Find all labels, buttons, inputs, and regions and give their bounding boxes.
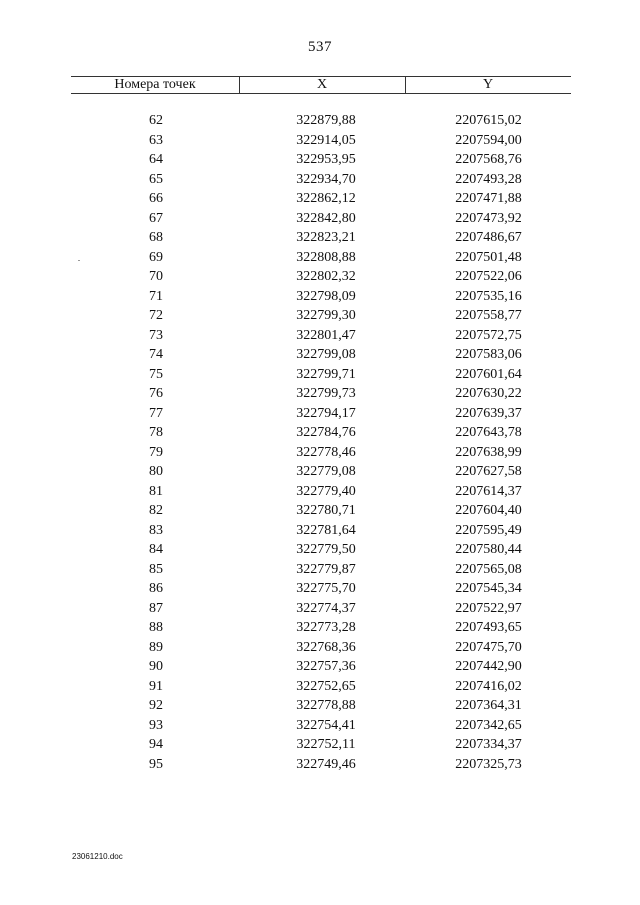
point-number: 83 bbox=[149, 522, 163, 538]
table-row bbox=[71, 443, 571, 463]
y-coordinate: 2207601,64 bbox=[455, 366, 522, 382]
table-row bbox=[71, 599, 571, 619]
x-coordinate: 322779,87 bbox=[296, 561, 356, 577]
table-row bbox=[71, 248, 571, 268]
y-coordinate: 2207580,44 bbox=[455, 542, 522, 557]
point-number: 95 bbox=[149, 756, 163, 772]
point-number: 73 bbox=[149, 327, 163, 343]
point-number: 90 bbox=[149, 659, 163, 674]
x-coordinate: 322757,36 bbox=[296, 659, 356, 674]
x-coordinate: 322779,40 bbox=[296, 483, 356, 499]
x-coordinate: 322808,88 bbox=[296, 249, 356, 265]
y-coordinate: 2207493,65 bbox=[455, 620, 522, 635]
point-number: 76 bbox=[149, 386, 163, 401]
header-y: Y bbox=[482, 77, 494, 92]
point-number: 63 bbox=[149, 132, 163, 148]
table-row bbox=[71, 716, 571, 736]
point-number: 79 bbox=[149, 444, 163, 460]
table-row bbox=[71, 423, 571, 443]
header-x: X bbox=[239, 77, 406, 93]
y-coordinate: 2207522,97 bbox=[455, 600, 522, 616]
point-number: 87 bbox=[149, 600, 163, 616]
point-number: 64 bbox=[149, 152, 163, 167]
y-coordinate: 2207643,78 bbox=[455, 425, 522, 440]
x-coordinate: 322749,46 bbox=[296, 756, 356, 772]
point-number: 81 bbox=[149, 483, 163, 499]
x-coordinate: 322794,17 bbox=[296, 405, 356, 421]
point-number: 71 bbox=[149, 288, 163, 304]
table-row bbox=[71, 267, 571, 287]
x-coordinate: 322862,12 bbox=[296, 191, 356, 206]
table-row bbox=[71, 326, 571, 346]
table-row bbox=[71, 384, 571, 404]
x-coordinate: 322779,50 bbox=[296, 542, 356, 557]
y-coordinate: 2207501,48 bbox=[455, 249, 522, 265]
point-number: 94 bbox=[149, 737, 163, 752]
y-coordinate: 2207594,00 bbox=[455, 132, 522, 148]
point-number: 86 bbox=[149, 581, 163, 596]
point-number: 74 bbox=[149, 347, 163, 362]
y-coordinate: 2207639,37 bbox=[455, 405, 522, 421]
table-row bbox=[71, 657, 571, 677]
table-row bbox=[71, 131, 571, 151]
table-row bbox=[71, 677, 571, 697]
x-coordinate: 322780,71 bbox=[296, 503, 356, 518]
x-coordinate: 322778,46 bbox=[296, 444, 356, 460]
x-coordinate: 322953,95 bbox=[296, 152, 356, 167]
y-coordinate: 2207325,73 bbox=[455, 756, 522, 772]
point-number: 78 bbox=[149, 425, 163, 440]
table-row bbox=[71, 638, 571, 658]
table-row bbox=[71, 540, 571, 560]
table-row bbox=[71, 345, 571, 365]
table-row bbox=[71, 560, 571, 580]
y-coordinate: 2207615,02 bbox=[455, 113, 522, 128]
coordinates-table bbox=[71, 111, 571, 774]
point-number: 82 bbox=[149, 503, 163, 518]
table-row bbox=[71, 150, 571, 170]
y-coordinate: 2207535,16 bbox=[455, 288, 522, 304]
y-coordinate: 2207473,92 bbox=[455, 210, 522, 226]
table-row bbox=[71, 209, 571, 229]
x-coordinate: 322802,32 bbox=[296, 269, 356, 284]
x-coordinate: 322774,37 bbox=[296, 600, 356, 616]
y-coordinate: 2207522,06 bbox=[455, 269, 522, 284]
table-row bbox=[71, 189, 571, 209]
y-coordinate: 2207583,06 bbox=[455, 347, 522, 362]
y-coordinate: 2207416,02 bbox=[455, 678, 522, 694]
y-coordinate: 2207565,08 bbox=[455, 561, 522, 577]
point-number: 62 bbox=[149, 113, 163, 128]
y-coordinate: 2207630,22 bbox=[455, 386, 522, 401]
y-coordinate: 2207475,70 bbox=[455, 639, 522, 655]
point-number: 85 bbox=[149, 561, 163, 577]
y-coordinate: 2207342,65 bbox=[455, 717, 522, 733]
table-header bbox=[71, 76, 571, 94]
table-row bbox=[71, 306, 571, 326]
point-number: 80 bbox=[149, 464, 163, 479]
x-coordinate: 322779,08 bbox=[296, 464, 356, 479]
point-number: 66 bbox=[149, 191, 163, 206]
table-row bbox=[71, 735, 571, 755]
x-coordinate: 322842,80 bbox=[296, 210, 356, 226]
table-row bbox=[71, 501, 571, 521]
point-number: 72 bbox=[149, 308, 163, 323]
point-number: 70 bbox=[149, 269, 163, 284]
y-coordinate: 2207627,58 bbox=[455, 464, 522, 479]
point-number: 65 bbox=[149, 171, 163, 187]
x-coordinate: 322799,30 bbox=[296, 308, 356, 323]
x-coordinate: 322934,70 bbox=[296, 171, 356, 187]
y-coordinate: 2207471,88 bbox=[455, 191, 522, 206]
point-number: 67 bbox=[149, 210, 163, 226]
y-coordinate: 2207493,28 bbox=[455, 171, 522, 187]
x-coordinate: 322768,36 bbox=[296, 639, 356, 655]
x-coordinate: 322799,71 bbox=[296, 366, 356, 382]
y-coordinate: 2207638,99 bbox=[455, 444, 522, 460]
point-number: 92 bbox=[149, 698, 163, 713]
y-coordinate: 2207545,34 bbox=[455, 581, 522, 596]
document-id: 23061210.doc bbox=[72, 852, 123, 861]
x-coordinate: 322798,09 bbox=[296, 288, 356, 304]
y-coordinate: 2207364,31 bbox=[455, 698, 522, 713]
y-coordinate: 2207558,77 bbox=[455, 308, 522, 323]
x-coordinate: 322914,05 bbox=[296, 132, 356, 148]
table-row bbox=[71, 755, 571, 775]
table-row bbox=[71, 404, 571, 424]
y-coordinate: 2207604,40 bbox=[455, 503, 522, 518]
point-number: 91 bbox=[149, 678, 163, 694]
table-row bbox=[71, 228, 571, 248]
point-number: 69 bbox=[149, 249, 163, 265]
x-coordinate: 322879,88 bbox=[296, 113, 356, 128]
point-number: 77 bbox=[149, 405, 163, 421]
header-point-numbers: Номера точек bbox=[71, 77, 240, 93]
point-number: 68 bbox=[149, 230, 163, 245]
point-number: 93 bbox=[149, 717, 163, 733]
x-coordinate: 322823,21 bbox=[296, 230, 356, 245]
y-coordinate: 2207572,75 bbox=[455, 327, 522, 343]
page-number: 537 bbox=[308, 39, 332, 55]
y-coordinate: 2207442,90 bbox=[455, 659, 522, 674]
y-coordinate: 2207334,37 bbox=[455, 737, 522, 752]
x-coordinate: 322775,70 bbox=[296, 581, 356, 596]
table-row bbox=[71, 618, 571, 638]
point-number: 75 bbox=[149, 366, 163, 382]
point-number: 89 bbox=[149, 639, 163, 655]
y-coordinate: 2207568,76 bbox=[455, 152, 522, 167]
x-coordinate: 322801,47 bbox=[296, 327, 356, 343]
x-coordinate: 322773,28 bbox=[296, 620, 356, 635]
y-coordinate: 2207614,37 bbox=[455, 483, 522, 499]
table-row bbox=[71, 521, 571, 541]
table-row bbox=[71, 170, 571, 190]
table-row bbox=[71, 482, 571, 502]
table-row bbox=[71, 696, 571, 716]
x-coordinate: 322754,41 bbox=[296, 717, 356, 733]
y-coordinate: 2207486,67 bbox=[455, 230, 522, 245]
table-row bbox=[71, 287, 571, 307]
table-row bbox=[71, 111, 571, 131]
point-number: 88 bbox=[149, 620, 163, 635]
x-coordinate: 322781,64 bbox=[296, 522, 356, 538]
table-row bbox=[71, 462, 571, 482]
x-coordinate: 322784,76 bbox=[296, 425, 356, 440]
x-coordinate: 322778,88 bbox=[296, 698, 356, 713]
x-coordinate: 322799,73 bbox=[296, 386, 356, 401]
x-coordinate: 322752,11 bbox=[296, 737, 356, 752]
table-row bbox=[71, 579, 571, 599]
scan-speck bbox=[78, 260, 80, 261]
table-row bbox=[71, 365, 571, 385]
x-coordinate: 322752,65 bbox=[296, 678, 356, 694]
point-number: 84 bbox=[149, 542, 163, 557]
x-coordinate: 322799,08 bbox=[296, 347, 356, 362]
y-coordinate: 2207595,49 bbox=[455, 522, 522, 538]
